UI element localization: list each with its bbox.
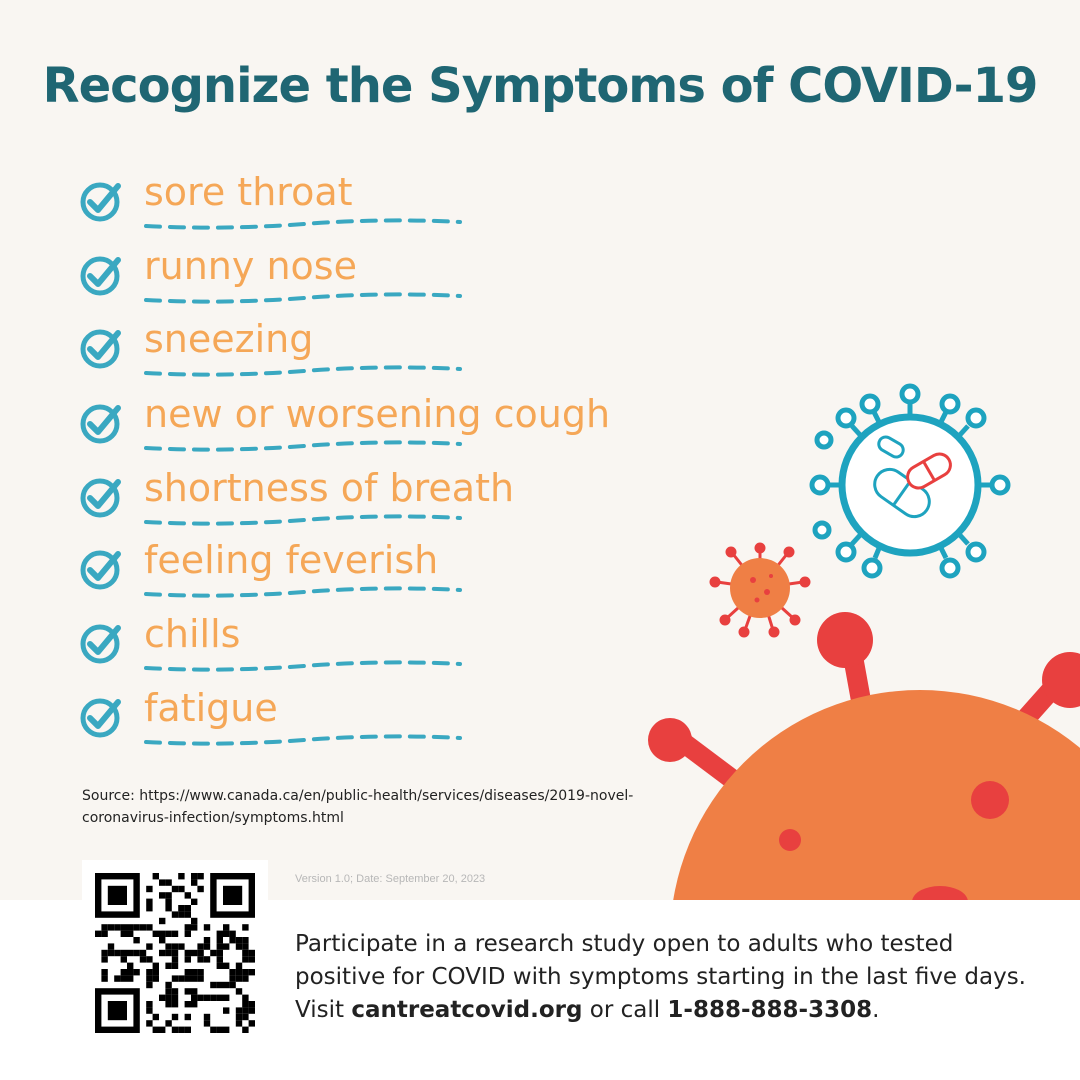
dashed-underline bbox=[144, 584, 462, 602]
check-circle-icon bbox=[78, 176, 128, 226]
symptom-label: fatigue bbox=[144, 686, 278, 730]
symptom-item bbox=[78, 244, 678, 316]
symptom-label: chills bbox=[144, 612, 241, 656]
dashed-underline bbox=[144, 363, 462, 381]
check-circle-icon bbox=[78, 250, 128, 300]
symptom-label: sneezing bbox=[144, 317, 314, 361]
check-circle-icon bbox=[78, 544, 128, 594]
symptom-label: feeling feverish bbox=[144, 538, 439, 582]
page-title: Recognize the Symptoms of COVID-19 bbox=[42, 58, 1038, 114]
symptom-item bbox=[78, 612, 678, 684]
call-to-action bbox=[295, 928, 1035, 1027]
version-note: Version 1.0; Date: September 20, 2023 bbox=[295, 873, 486, 885]
symptom-item bbox=[78, 466, 678, 538]
symptom-label: runny nose bbox=[144, 244, 357, 288]
check-circle-icon bbox=[78, 472, 128, 522]
qr-code[interactable] bbox=[82, 860, 268, 1046]
dashed-underline bbox=[144, 658, 462, 676]
symptom-item bbox=[78, 170, 678, 242]
check-circle-icon bbox=[78, 618, 128, 668]
dashed-underline bbox=[144, 732, 462, 750]
dashed-underline bbox=[144, 438, 462, 456]
dashed-underline bbox=[144, 512, 462, 530]
check-circle-icon bbox=[78, 323, 128, 373]
symptom-item bbox=[78, 392, 678, 464]
symptom-label: shortness of breath bbox=[144, 466, 515, 510]
symptom-label: new or worsening cough bbox=[144, 392, 611, 436]
symptom-item bbox=[78, 317, 678, 389]
phone-number[interactable]: 1-888-888-3308 bbox=[667, 997, 873, 1023]
dashed-underline bbox=[144, 216, 462, 234]
symptom-item bbox=[78, 686, 678, 758]
dashed-underline bbox=[144, 290, 462, 308]
check-circle-icon bbox=[78, 692, 128, 742]
check-circle-icon bbox=[78, 398, 128, 448]
source-citation: Source: https://www.canada.ca/en/public-health/services/diseases/2019-novel-coronavirus-infection/symptoms.html bbox=[82, 788, 634, 826]
large-virus-icon bbox=[640, 610, 1080, 900]
website-link[interactable]: cantreatcovid.org bbox=[351, 997, 583, 1023]
cta-text: Participate in a research study open to adults who tested positive for COVID with symptoms starting in the last five days. Visit bbox=[295, 931, 1026, 1023]
cta-text-middle: or call bbox=[582, 997, 668, 1023]
symptom-item bbox=[78, 538, 678, 610]
cta-text-end: . bbox=[872, 997, 880, 1023]
symptom-label: sore throat bbox=[144, 170, 353, 214]
virus-with-pills-icon bbox=[800, 380, 1020, 580]
